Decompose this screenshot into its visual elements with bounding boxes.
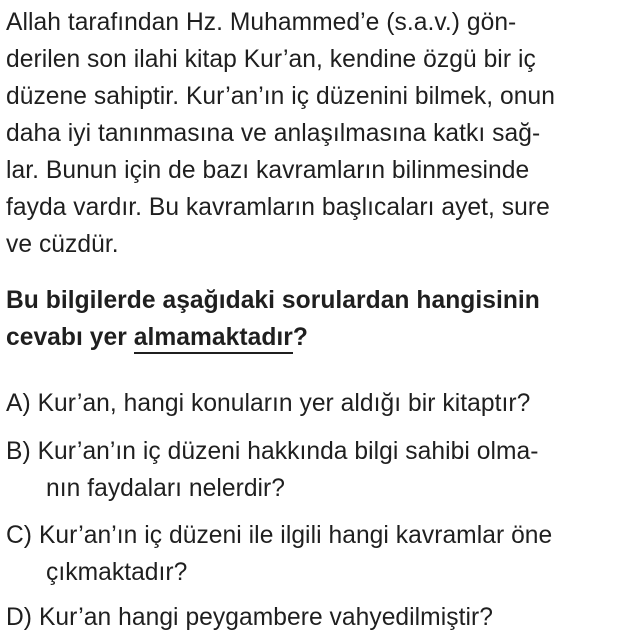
question-mark: ? [292,324,308,351]
question-line-2 [6,323,308,353]
option-text: Kur’an’ın iç düzeni hakkında bilgi sahibi olma- [37,438,539,465]
question-emphasis: almamaktadır [134,324,293,354]
option-letter: B) [6,438,31,465]
option-c-continued: çıkmaktadır? [46,559,188,586]
passage-line: Allah tarafından Hz. Muhammed’e (s.a.v.) gön- [6,9,517,36]
passage-line: fayda vardır. Bu kavramların başlıcaları ayet, sure [6,194,550,221]
option-letter: D) [6,604,33,631]
option-text: Kur’an, hangi konuların yer aldığı bir kitaptır? [37,390,531,417]
passage-line: ve cüzdür. [6,231,119,258]
option-b[interactable] [6,437,538,467]
question-line-1: Bu bilgilerde aşağıdaki sorulardan hangisinin [6,287,540,314]
option-text: Kur’an’ın iç düzeni ile ilgili hangi kavramlar öne [38,522,553,549]
passage-line: daha iyi tanınmasına ve anlaşılmasına katkı sağ- [6,120,541,147]
option-letter: A) [6,390,31,417]
option-b-continued: nın faydaları nelerdir? [46,475,286,502]
passage-line: düzene sahiptir. Kur’an’ın iç düzenini bilmek, onun [6,83,555,110]
passage-line: lar. Bunun için de bazı kavramların bilinmesinde [6,157,530,184]
question-text: cevabı yer [6,324,134,351]
option-text: Kur’an hangi peygambere vahyedilmiştir? [38,604,493,631]
option-c[interactable] [6,521,552,551]
option-a[interactable] [6,389,530,419]
option-letter: C) [6,522,33,549]
option-d[interactable] [6,603,493,633]
passage-line: derilen son ilahi kitap Kur’an, kendine özgü bir iç [6,46,536,73]
